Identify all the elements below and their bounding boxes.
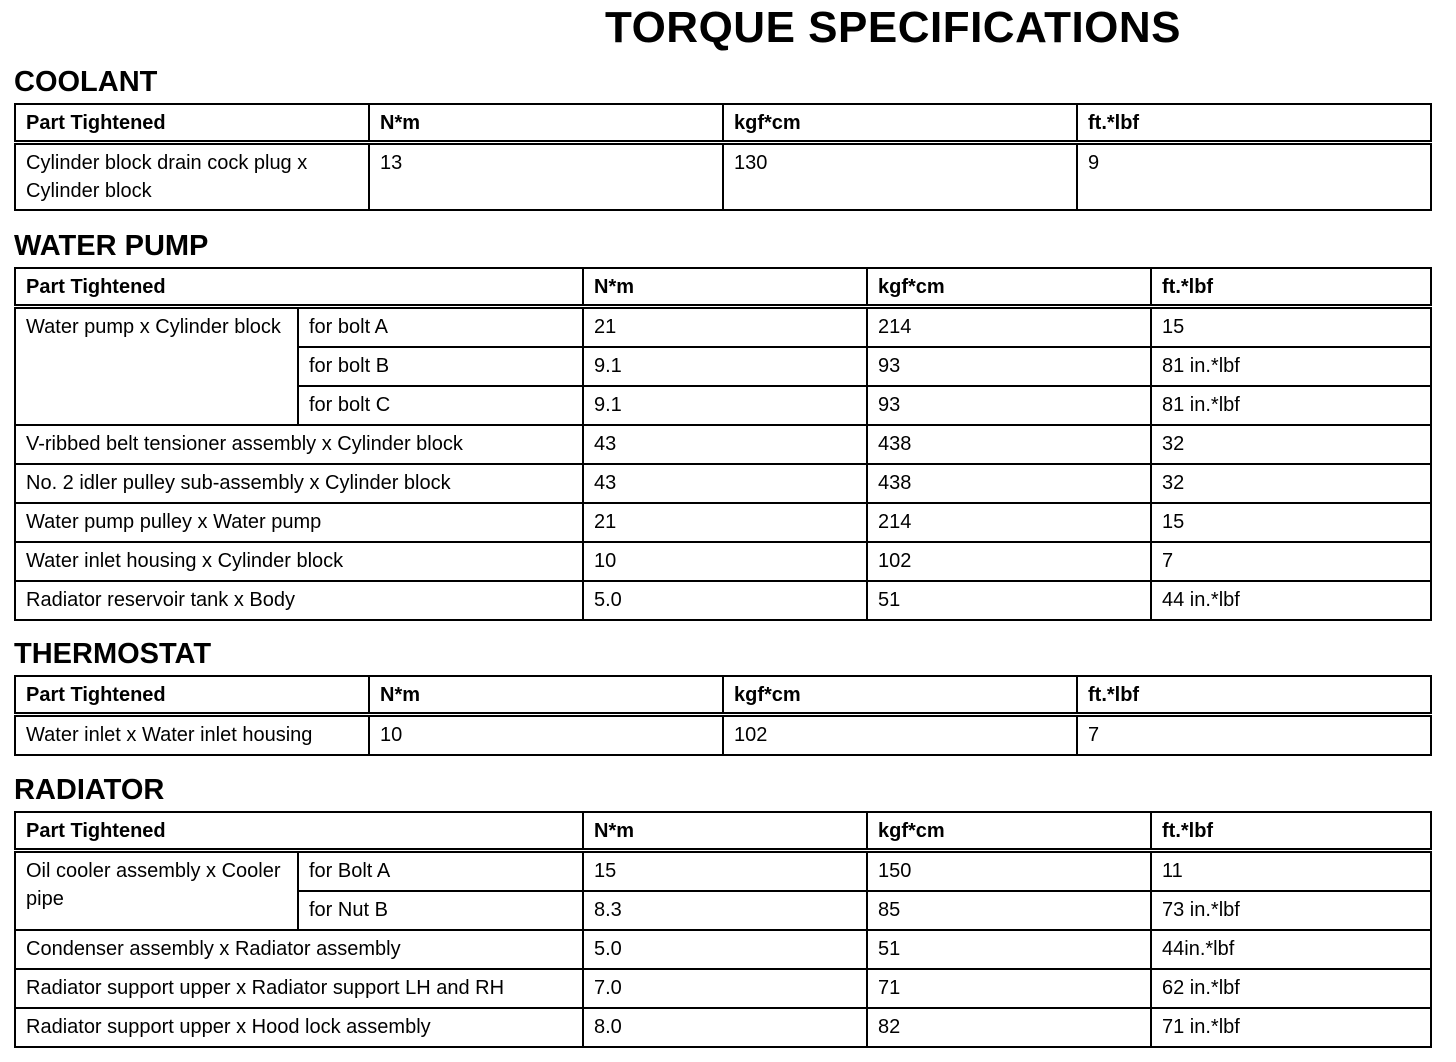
cell-kgf: 51 (867, 581, 1151, 620)
cell-ft: 32 (1151, 464, 1431, 503)
cell-ft: 7 (1077, 715, 1431, 756)
cell-ft: 7 (1151, 542, 1431, 581)
cell-ft: 9 (1077, 143, 1431, 211)
radiator-table (14, 811, 1432, 1048)
cell-part: Radiator reservoir tank x Body (15, 581, 583, 620)
cell-nm: 10 (583, 542, 867, 581)
header-kgf: kgf*cm (723, 104, 1077, 143)
cell-sub: for bolt C (298, 386, 583, 425)
header-part: Part Tightened (15, 812, 583, 851)
cell-ft: 32 (1151, 425, 1431, 464)
cell-ft: 44in.*lbf (1151, 930, 1431, 969)
table-row (15, 1008, 1431, 1047)
table-row (15, 503, 1431, 542)
cell-sub: for Nut B (298, 891, 583, 930)
cell-nm: 43 (583, 464, 867, 503)
section-title-radiator: RADIATOR (14, 774, 165, 806)
cell-nm: 5.0 (583, 930, 867, 969)
table-row (15, 542, 1431, 581)
cell-part: Water inlet housing x Cylinder block (15, 542, 583, 581)
table-row (15, 425, 1431, 464)
table-header-row (15, 812, 1431, 851)
header-nm: N*m (583, 268, 867, 307)
cell-nm: 9.1 (583, 347, 867, 386)
table-row (15, 851, 1431, 892)
header-nm: N*m (369, 676, 723, 715)
table-header-row (15, 104, 1431, 143)
cell-nm: 13 (369, 143, 723, 211)
cell-part: Radiator support upper x Radiator support LH and RH (15, 969, 583, 1008)
cell-part-group: Oil cooler assembly x Cooler pipe (15, 851, 298, 931)
header-ft: ft.*lbf (1151, 268, 1431, 307)
cell-ft: 15 (1151, 503, 1431, 542)
table-row (15, 581, 1431, 620)
table-row (15, 969, 1431, 1008)
cell-part: Radiator support upper x Hood lock assembly (15, 1008, 583, 1047)
cell-ft: 73 in.*lbf (1151, 891, 1431, 930)
cell-ft: 44 in.*lbf (1151, 581, 1431, 620)
cell-sub: for Bolt A (298, 851, 583, 892)
cell-part: V-ribbed belt tensioner assembly x Cylinder block (15, 425, 583, 464)
cell-part: Cylinder block drain cock plug x Cylinder block (15, 143, 369, 211)
cell-nm: 15 (583, 851, 867, 892)
section-title-water-pump: WATER PUMP (14, 230, 209, 262)
table-row (15, 307, 1431, 348)
cell-kgf: 71 (867, 969, 1151, 1008)
cell-kgf: 214 (867, 503, 1151, 542)
cell-part: No. 2 idler pulley sub-assembly x Cylinder block (15, 464, 583, 503)
table-row (15, 930, 1431, 969)
cell-nm: 21 (583, 503, 867, 542)
section-title-coolant: COOLANT (14, 66, 158, 98)
cell-nm: 43 (583, 425, 867, 464)
cell-nm: 10 (369, 715, 723, 756)
cell-kgf: 102 (723, 715, 1077, 756)
cell-sub: for bolt A (298, 307, 583, 348)
cell-part: Condenser assembly x Radiator assembly (15, 930, 583, 969)
table-row (15, 464, 1431, 503)
thermostat-table (14, 675, 1432, 756)
header-ft: ft.*lbf (1077, 104, 1431, 143)
table-row (15, 715, 1431, 756)
cell-kgf: 102 (867, 542, 1151, 581)
cell-nm: 21 (583, 307, 867, 348)
cell-part-group: Water pump x Cylinder block (15, 307, 298, 426)
section-title-thermostat: THERMOSTAT (14, 638, 212, 670)
coolant-table (14, 103, 1432, 211)
page-title: TORQUE SPECIFICATIONS (605, 3, 1182, 52)
header-ft: ft.*lbf (1151, 812, 1431, 851)
cell-kgf: 93 (867, 386, 1151, 425)
cell-sub: for bolt B (298, 347, 583, 386)
header-part: Part Tightened (15, 104, 369, 143)
header-ft: ft.*lbf (1077, 676, 1431, 715)
cell-kgf: 214 (867, 307, 1151, 348)
cell-kgf: 93 (867, 347, 1151, 386)
cell-ft: 11 (1151, 851, 1431, 892)
header-part: Part Tightened (15, 268, 583, 307)
header-kgf: kgf*cm (867, 812, 1151, 851)
table-header-row (15, 676, 1431, 715)
cell-kgf: 130 (723, 143, 1077, 211)
cell-nm: 8.3 (583, 891, 867, 930)
cell-kgf: 85 (867, 891, 1151, 930)
cell-nm: 9.1 (583, 386, 867, 425)
cell-kgf: 82 (867, 1008, 1151, 1047)
cell-ft: 71 in.*lbf (1151, 1008, 1431, 1047)
header-nm: N*m (583, 812, 867, 851)
cell-kgf: 438 (867, 464, 1151, 503)
cell-kgf: 150 (867, 851, 1151, 892)
header-nm: N*m (369, 104, 723, 143)
cell-nm: 5.0 (583, 581, 867, 620)
cell-ft: 81 in.*lbf (1151, 386, 1431, 425)
cell-part: Water inlet x Water inlet housing (15, 715, 369, 756)
cell-part: Water pump pulley x Water pump (15, 503, 583, 542)
cell-nm: 7.0 (583, 969, 867, 1008)
header-kgf: kgf*cm (867, 268, 1151, 307)
water-pump-table (14, 267, 1432, 621)
cell-kgf: 438 (867, 425, 1151, 464)
cell-ft: 62 in.*lbf (1151, 969, 1431, 1008)
cell-kgf: 51 (867, 930, 1151, 969)
table-row (15, 143, 1431, 211)
table-header-row (15, 268, 1431, 307)
header-kgf: kgf*cm (723, 676, 1077, 715)
cell-nm: 8.0 (583, 1008, 867, 1047)
header-part: Part Tightened (15, 676, 369, 715)
cell-ft: 81 in.*lbf (1151, 347, 1431, 386)
cell-ft: 15 (1151, 307, 1431, 348)
